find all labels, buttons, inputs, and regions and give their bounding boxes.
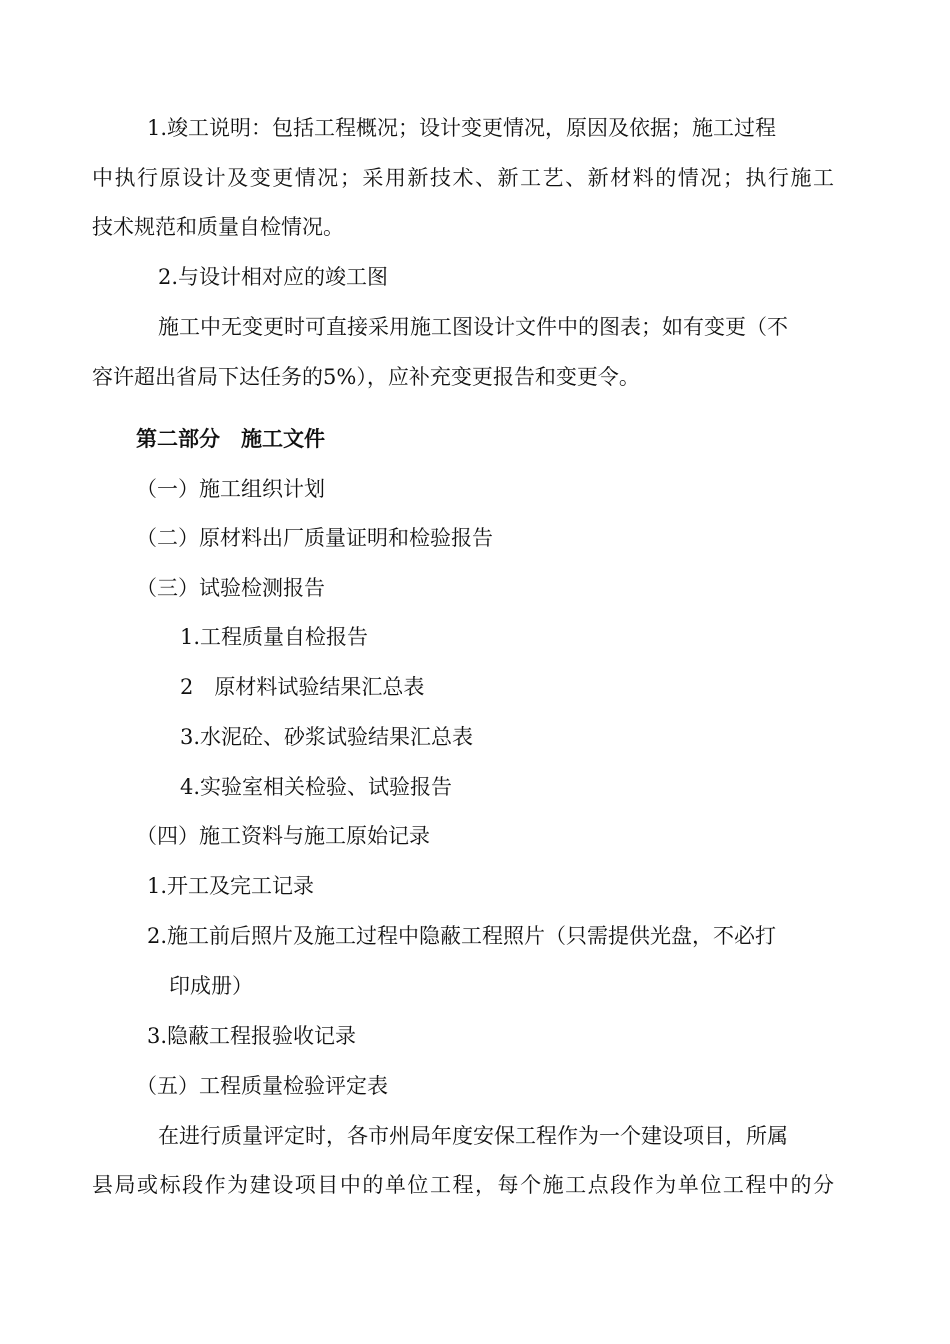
completion-note-line-3: 技术规范和质量自检情况。 [92, 215, 344, 239]
sub-item-4-2: 2.施工前后照片及施工过程中隐蔽工程照片（只需提供光盘，不必打 [147, 924, 777, 948]
completion-note-line-2: 中执行原设计及变更情况；采用新技术、新工艺、新材料的情况；执行施工 [92, 166, 834, 190]
sub-item-3-3: 3.水泥砼、砂浆试验结果汇总表 [180, 725, 474, 749]
sub-item-4-2-cont: 印成册） [169, 974, 253, 998]
evaluation-paragraph-line-2: 县局或标段作为建设项目中的单位工程，每个施工点段作为单位工程中的分 [92, 1173, 834, 1197]
as-built-drawing-item: 2.与设计相对应的竣工图 [158, 265, 389, 289]
list-item-3: （三）试验检测报告 [136, 576, 325, 600]
completion-note-line-1: 1.竣工说明：包括工程概况；设计变更情况，原因及依据；施工过程 [147, 116, 777, 140]
sub-item-3-4: 4.实验室相关检验、试验报告 [180, 775, 453, 799]
list-item-2: （二）原材料出厂质量证明和检验报告 [136, 526, 493, 550]
sub-item-3-1: 1.工程质量自检报告 [180, 625, 369, 649]
sub-item-4-1: 1.开工及完工记录 [147, 874, 315, 898]
list-item-4: （四）施工资料与施工原始记录 [136, 824, 430, 848]
list-item-5: （五）工程质量检验评定表 [136, 1074, 388, 1098]
sub-item-3-2: 2 原材料试验结果汇总表 [180, 675, 425, 699]
evaluation-paragraph-line-1: 在进行质量评定时，各市州局年度安保工程作为一个建设项目，所属 [158, 1124, 788, 1148]
sub-item-4-3: 3.隐蔽工程报验收记录 [147, 1024, 357, 1048]
change-note-line-1: 施工中无变更时可直接采用施工图设计文件中的图表；如有变更（不 [158, 315, 788, 339]
list-item-1: （一）施工组织计划 [136, 477, 325, 501]
part-two-heading: 第二部分 施工文件 [136, 426, 325, 451]
change-note-line-2: 容许超出省局下达任务的5%），应补充变更报告和变更令。 [92, 365, 640, 389]
